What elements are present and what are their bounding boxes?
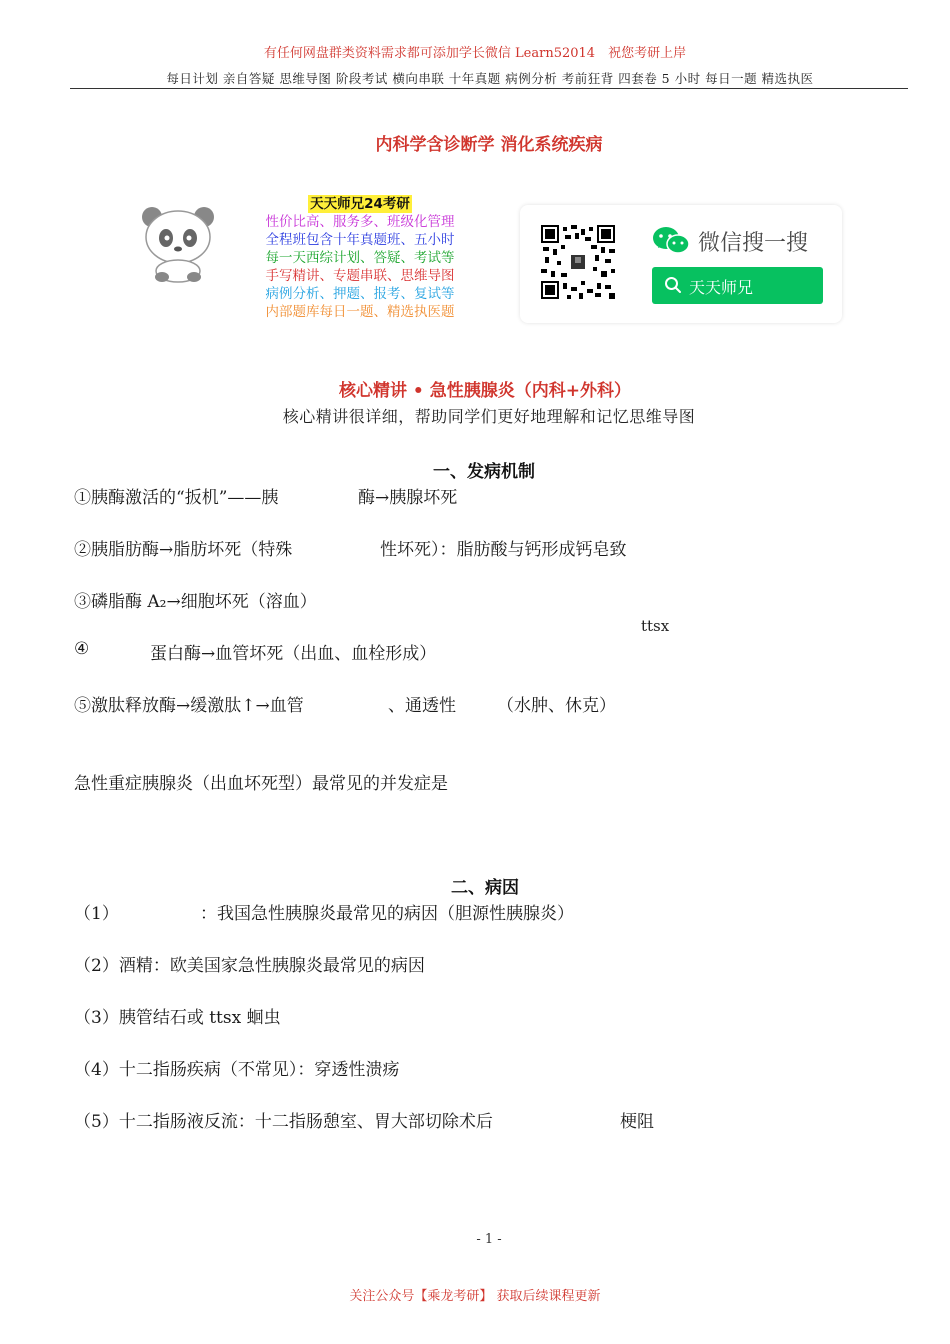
list-item: （5）十二指肠液反流：十二指肠憩室、胃大部切除术后 [74,1112,493,1132]
header-divider [70,88,908,89]
footer-notice: 关注公众号【乘龙考研】 获取后续课程更新 [349,1289,601,1304]
panda-mascot-icon [138,205,220,283]
promo-line: 性价比高、服务多、班级化管理 [265,214,455,230]
promo-line: 内部题库每日一题、精选执医题 [265,304,455,320]
list-item-continued: 酶→胰腺坏死 [358,488,458,508]
list-item-continued: ：我国急性胰腺炎最常见的病因（胆源性胰腺炎） [200,904,574,924]
watermark-text: ttsx [641,617,670,635]
list-item: （3）胰管结石或 ttsx 蛔虫 [74,1008,281,1028]
list-item: （2）酒精：欧美国家急性胰腺炎最常见的病因 [74,956,425,976]
part2-heading: 二、病因 [451,878,519,898]
search-icon [664,276,682,294]
list-item: ③磷脂酶 A₂→细胞坏死（溶血） [74,592,317,612]
promo-line: 每一天西综计划、答疑、考试等 [265,250,455,266]
service-bar: 每日计划 亲自答疑 思维导图 阶段考试 横向串联 十年真题 病例分析 考前狂背 四套卷 5 小时 每日一题 精选执医 [166,71,814,86]
promo-title: 天天师兄24考研 [310,196,410,212]
list-item-continued: 性坏死）：脂肪酸与钙形成钙皂致 [380,540,627,560]
list-item: ⑤激肽释放酶→缓激肽↑→血管 [74,696,304,716]
part1-heading: 一、发病机制 [433,462,535,482]
page-number: - 1 - [476,1232,502,1247]
list-item: ②胰脂肪酶→脂肪坏死（特殊 [74,540,293,560]
promo-line: 全程班包含十年真题班、五小时 [265,232,455,248]
list-item-continued: 、通透性 [388,696,456,716]
promo-line: 病例分析、押题、报考、复试等 [265,286,455,302]
complication-question: 急性重症胰腺炎（出血坏死型）最常见的并发症是 [74,774,448,794]
list-item: ④ [74,639,90,659]
list-item: （4）十二指肠疾病（不常见）：穿透性溃疡 [74,1060,400,1080]
list-item: ①胰酶激活的“扳机”——胰 [74,488,279,508]
promo-block [240,195,480,321]
wechat-search-label: 微信搜一搜 [698,231,809,256]
promo-line: 手写精讲、专题串联、思维导图 [265,268,455,284]
document-title: 内科学含诊断学 消化系统疾病 [375,135,603,155]
list-item-continued: 蛋白酶→血管坏死（出血、血栓形成） [150,644,437,664]
section-title: 核心精讲 • 急性胰腺炎（内科+外科） [339,381,631,401]
qr-code-icon[interactable] [541,225,615,299]
list-item: （1） [74,904,119,924]
list-item-continued: 梗阻 [620,1112,654,1132]
wechat-logo-icon [652,226,690,256]
wechat-search-text: 天天师兄 [689,278,754,297]
section-subtitle: 核心精讲很详细，帮助同学们更好地理解和记忆思维导图 [282,407,696,426]
list-item-continued: （水肿、休克） [497,696,616,716]
top-notice: 有任何网盘群类资料需求都可添加学长微信 Learn52014 祝您考研上岸 [263,46,687,61]
